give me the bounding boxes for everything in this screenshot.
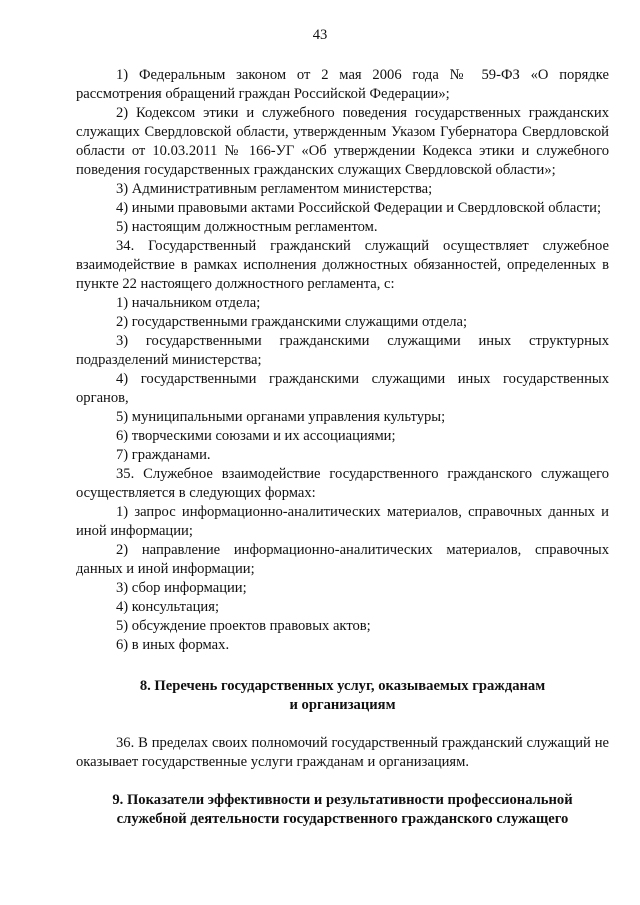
section-heading-line: и организациям [289, 697, 396, 713]
section-heading-line: 9. Показатели эффективности и результативности профессиональной [112, 792, 573, 808]
paragraph: 3) Административным регламентом министерства; [116, 181, 433, 197]
paragraph: 2) направление информационно-аналитических материалов, справочных данных и иной информации; [76, 542, 609, 577]
paragraph: 4) консультация; [116, 599, 220, 615]
paragraph: 1) начальником отдела; [116, 295, 261, 311]
document-body [76, 66, 609, 829]
paragraph: 4) государственными гражданскими служащими иных государственных органов, [76, 371, 609, 406]
paragraph: 7) гражданами. [116, 447, 211, 463]
paragraph: 5) обсуждение проектов правовых актов; [116, 618, 371, 634]
paragraph: 3) сбор информации; [116, 580, 247, 596]
paragraph: 6) творческими союзами и их ассоциациями; [116, 428, 396, 444]
section-heading-8 [76, 677, 609, 715]
section-heading-line: служебной деятельности государственного гражданского служащего [116, 811, 569, 827]
paragraph: 1) запрос информационно-аналитических материалов, справочных данных и иной информации; [76, 504, 609, 539]
section-heading-9 [76, 791, 609, 829]
paragraph: 34. Государственный гражданский служащий осуществляет служебное взаимодействие в рамках исполнения должностных обязанностей, определенных в пункте 22 настоящего должностного регламента, с: [76, 238, 609, 292]
paragraph: 5) настоящим должностным регламентом. [116, 219, 378, 235]
paragraph: 2) Кодексом этики и служебного поведения государственных гражданских служащих Свердловской области, утвержденным Указом Губернатора Свердловской области от 10.03.2011 № 166-УГ «Об утверждении Кодекса этики и служебного поведения государственных гражданских служащих Свердловской области»; [76, 105, 609, 178]
paragraph: 35. Служебное взаимодействие государственного гражданского служащего осуществляется в следующих формах: [76, 466, 609, 501]
page-number: 43 [312, 27, 328, 43]
paragraph: 6) в иных формах. [116, 637, 230, 653]
paragraph: 3) государственными гражданскими служащими иных структурных подразделений министерства; [76, 333, 609, 368]
paragraph: 5) муниципальными органами управления культуры; [116, 409, 446, 425]
section-heading-line: 8. Перечень государственных услуг, оказываемых гражданам [139, 678, 546, 694]
paragraph: 4) иными правовыми актами Российской Федерации и Свердловской области; [116, 200, 602, 216]
paragraph: 2) государственными гражданскими служащими отдела; [116, 314, 468, 330]
paragraph: 36. В пределах своих полномочий государственный гражданский служащий не оказывает государственные услуги гражданам и организациям. [76, 735, 609, 770]
paragraph: 1) Федеральным законом от 2 мая 2006 года № 59-ФЗ «О порядке рассмотрения обращений граждан Российской Федерации»; [76, 67, 609, 102]
